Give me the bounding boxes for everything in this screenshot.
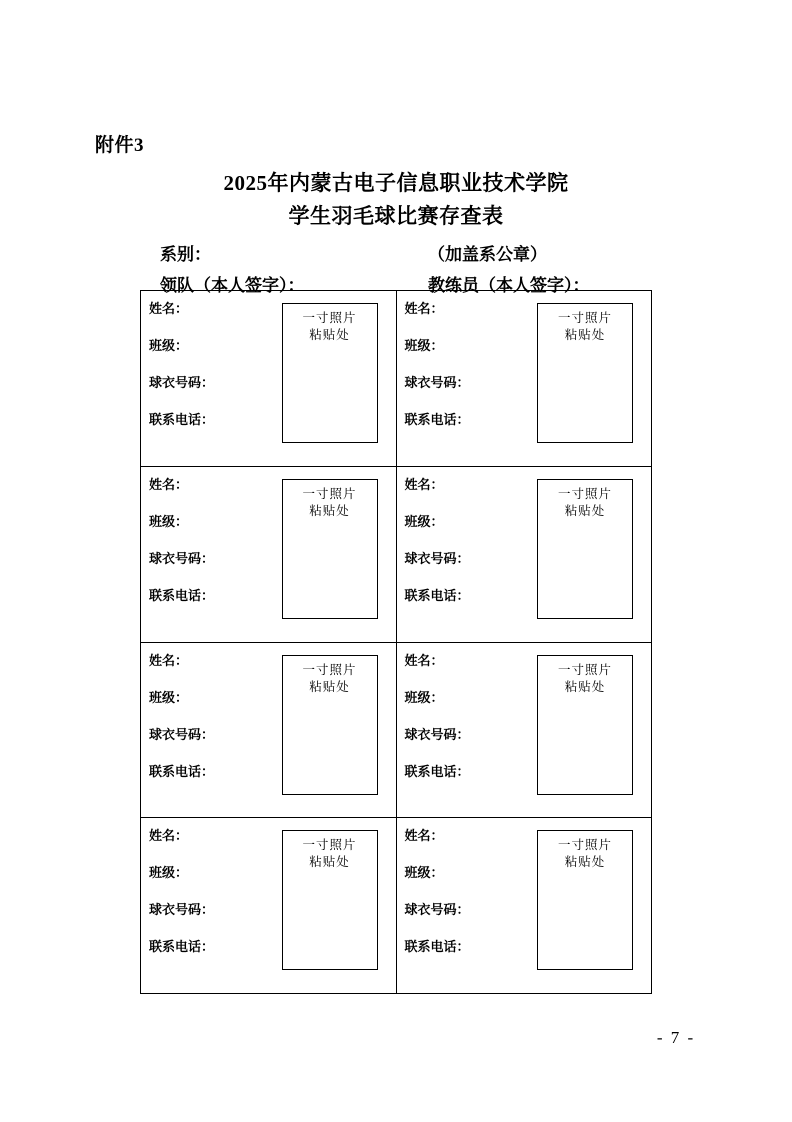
field-name: 姓名： [149, 652, 189, 668]
field-phone: 联系电话： [149, 763, 215, 779]
field-class: 班级： [404, 513, 444, 529]
field-jersey-number: 球衣号码： [149, 375, 215, 390]
player-entry-cell [397, 643, 652, 818]
field-name: 姓名： [149, 476, 189, 492]
field-class: 班级： [404, 689, 444, 705]
player-entry-cell [141, 643, 397, 818]
leader-signature-label: 领队（本人签字）： [160, 276, 305, 295]
photo-paste-box [537, 830, 633, 970]
field-name: 姓名： [404, 828, 444, 844]
field-phone: 联系电话： [404, 412, 470, 427]
field-name: 姓名： [404, 476, 444, 492]
photo-paste-box [537, 303, 633, 443]
page-number [0, 1028, 792, 1048]
field-class: 班级： [404, 865, 444, 881]
field-phone: 联系电话： [149, 412, 215, 427]
field-jersey-number: 球衣号码： [404, 375, 470, 390]
field-phone: 联系电话： [404, 587, 470, 603]
field-class: 班级： [149, 338, 189, 353]
photo-paste-box [282, 479, 378, 619]
attachment-label: 附件3 [95, 135, 145, 156]
field-name: 姓名： [149, 828, 189, 844]
field-class: 班级： [149, 513, 189, 529]
field-jersey-number: 球衣号码： [404, 726, 470, 742]
player-entry-cell [141, 291, 397, 466]
title-line-2: 学生羽毛球比赛存查表 [288, 204, 504, 228]
photo-box-line-2: 粘贴处 [564, 855, 606, 870]
photo-paste-box [282, 303, 378, 443]
table-row [141, 467, 651, 643]
photo-paste-box [537, 479, 633, 619]
player-entry-cell [397, 818, 652, 993]
photo-box-line-1: 一寸照片 [557, 311, 612, 325]
photo-box-line-1: 一寸照片 [302, 486, 357, 501]
title-line-1: 2025年内蒙古电子信息职业技术学院 [223, 171, 569, 195]
player-entry-cell [397, 291, 652, 466]
photo-paste-box [282, 655, 378, 795]
photo-box-line-1: 一寸照片 [557, 838, 612, 853]
field-name: 姓名： [404, 301, 444, 316]
field-class: 班级： [149, 689, 189, 705]
field-phone: 联系电话： [404, 939, 470, 955]
table-row [141, 643, 651, 819]
field-jersey-number: 球衣号码： [404, 902, 470, 918]
page-title [0, 167, 792, 233]
department-label: 系别： [160, 245, 211, 264]
player-entry-table [140, 290, 652, 994]
field-jersey-number: 球衣号码： [149, 902, 215, 918]
photo-box-line-1: 一寸照片 [302, 662, 357, 677]
photo-box-line-1: 一寸照片 [302, 311, 357, 325]
photo-box-line-2: 粘贴处 [309, 503, 350, 518]
player-entry-cell [397, 467, 652, 642]
photo-paste-box [282, 830, 378, 970]
coach-signature-label: 教练员（本人签字）： [428, 276, 590, 295]
field-jersey-number: 球衣号码： [149, 550, 215, 566]
field-phone: 联系电话： [149, 587, 215, 603]
photo-box-line-1: 一寸照片 [557, 662, 612, 677]
photo-box-line-1: 一寸照片 [302, 838, 357, 853]
photo-box-line-2: 粘贴处 [309, 328, 350, 342]
field-phone: 联系电话： [149, 939, 215, 955]
field-name: 姓名： [404, 652, 444, 668]
photo-box-line-2: 粘贴处 [309, 679, 350, 694]
photo-box-line-2: 粘贴处 [564, 503, 606, 518]
player-entry-cell [141, 818, 397, 993]
field-phone: 联系电话： [404, 763, 470, 779]
photo-box-line-2: 粘贴处 [564, 328, 606, 342]
field-name: 姓名： [149, 301, 189, 316]
field-jersey-number: 球衣号码： [404, 550, 470, 566]
photo-paste-box [537, 655, 633, 795]
seal-note: （加盖系公章） [428, 245, 547, 264]
field-jersey-number: 球衣号码： [149, 726, 215, 742]
photo-box-line-2: 粘贴处 [309, 855, 350, 870]
photo-box-line-2: 粘贴处 [564, 679, 606, 694]
player-entry-cell [141, 467, 397, 642]
field-class: 班级： [149, 865, 189, 881]
field-class: 班级： [404, 338, 444, 353]
page-number-text: - 7 - [656, 1028, 696, 1047]
table-row [141, 291, 651, 467]
table-row [141, 818, 651, 993]
photo-box-line-1: 一寸照片 [557, 486, 612, 501]
